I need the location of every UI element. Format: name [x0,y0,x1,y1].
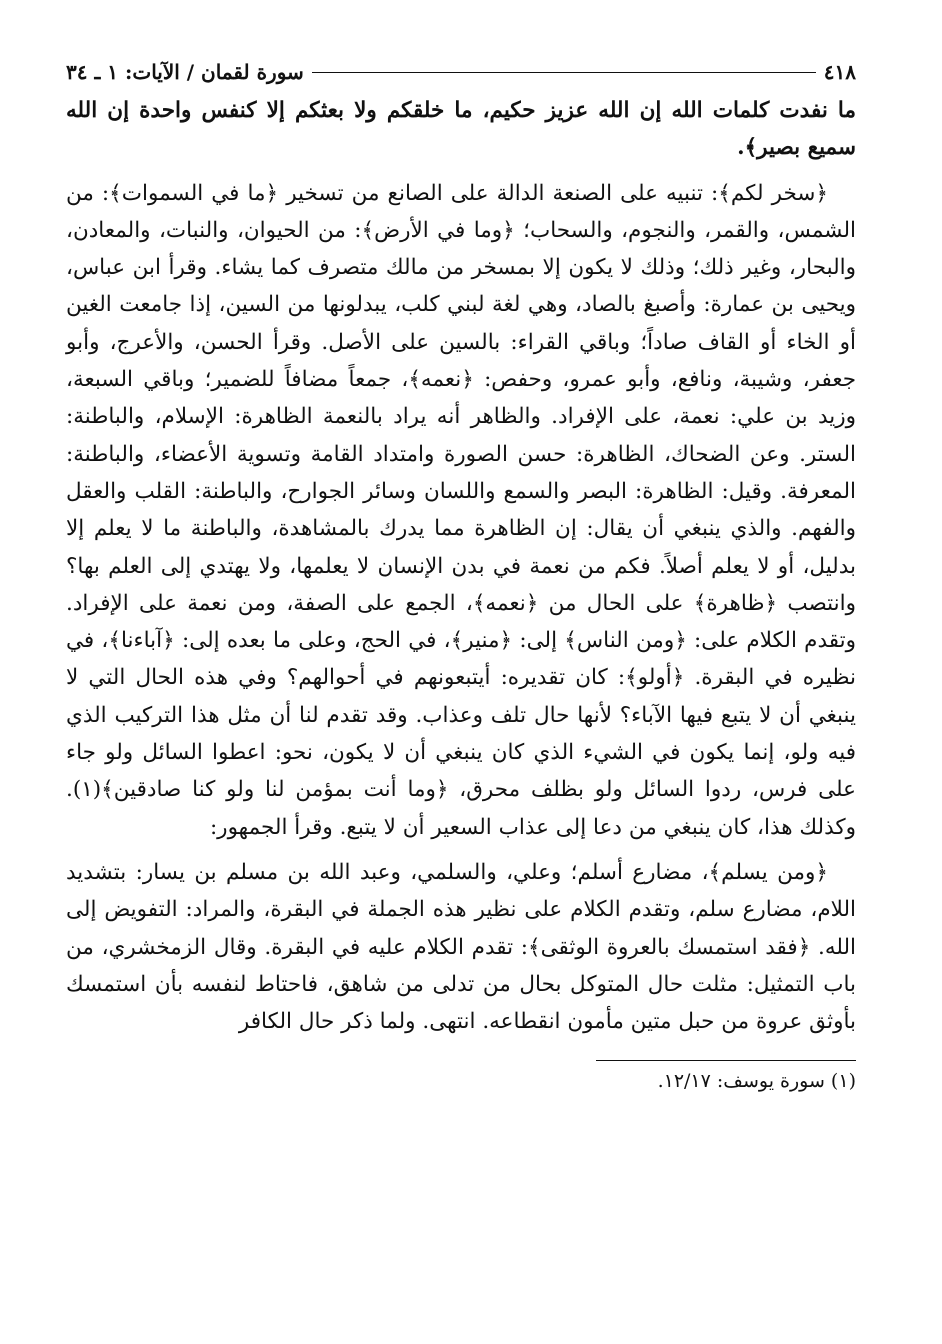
paragraph-sakhkhara: ﴿سخر لكم﴾: تنبيه على الصنعة الدالة على الصانع من تسخير ﴿ما في السموات﴾: من الشمس، والقمر، والنجوم، والسحاب؛ ﴿وما في الأرض﴾: من الحيوان، والنبات، والمعادن، والبحار، وغير ذلك؛ وذلك لا يكون إلا بمسخر من مالك متصرف كما يشاء. وقرأ ابن عباس، ويحيى بن عمارة: وأصبغ بالصاد، وهي لغة لبني كلب، يبدلونها من السين، إذا جامعت الغين أو الخاء أو القاف صاداً؛ وباقي القراء: بالسين على الأصل. وقرأ الحسن، والأعرج، وأبو جعفر، وشيبة، ونافع، وأبو عمرو، وحفص: ﴿نعمه﴾، جمعاً مضافاً للضمير؛ وباقي السبعة، وزيد بن علي: نعمة، على الإفراد. والظاهر أنه يراد بالنعمة الظاهرة: الإسلام، والباطنة: الستر. وعن الضحاك، الظاهرة: حسن الصورة وامتداد القامة وتسوية الأعضاء، والباطنة: المعرفة. وقيل: الظاهرة: البصر والسمع واللسان وسائر الجوارح، والباطنة: القلب والعقل والفهم. والذي ينبغي أن يقال: إن الظاهرة مما يدرك بالمشاهدة، والباطنة ما لا يعلم إلا بدليل، أو لا يعلم أصلاً. فكم من نعمة في بدن الإنسان لا يعلمها، ولا يهتدي إلى العلم بها؟ وانتصب ﴿ظاهرة﴾ على الحال من ﴿نعمه﴾، الجمع على الصفة، ومن نعمة على الإفراد. وتقدم الكلام على: ﴿ومن الناس﴾ إلى: ﴿منير﴾، في الحج، وعلى ما بعده إلى: ﴿آباءنا﴾، في نظيره في البقرة. ﴿أولو﴾: كان تقديره: أيتبعونهم في أحوالهم؟ وفي هذه الحال التي لا ينبغي أن لا يتبع فيها الآباء؟ لأنها حال تلف وعذاب. وقد تقدم لنا أن مثل هذا التركيب الذي فيه ولو، إنما يكون في الشيء الذي كان ينبغي أن لا يكون، نحو: اعطوا السائل ولو جاء على فرس، ردوا السائل ولو بظلف محرق، ﴿وما أنت بمؤمن لنا ولو كنا صادقين﴾(١). وكذلك هذا، كان ينبغي من دعا إلى عذاب السعير أن لا يتبع. وقرأ الجمهور: [66,180,856,840]
page-header [66,52,856,92]
page [66,52,856,1095]
paragraph-verse-end: ما نفدت كلمات الله إن الله عزيز حكيم، ما خلقكم ولا بعثكم إلا كنفس واحدة إن الله سميع بصير﴾. [66,98,856,161]
footnote-rule [596,1060,856,1061]
header-rule [312,72,816,73]
running-title: سورة لقمان / الآيات: ١ ـ ٣٤ [66,60,304,84]
footnote: (١) سورة يوسف: ١٢/١٧. [657,1070,856,1093]
paragraph-wa-man-yuslim: ﴿ومن يسلم﴾، مضارع أسلم؛ وعلي، والسلمي، وعبد الله بن مسلم بن يسار: بتشديد اللام، مضارع سلم، وتقدم الكلام على نظير هذه الجملة في البقرة، والمراد: التفويض إلى الله. ﴿فقد استمسك بالعروة الوثقى﴾: تقدم الكلام عليه في البقرة. وقال الزمخشري، من باب التمثيل: مثلت حال المتوكل بحال من تدلى من شاهق، فاحتاط لنفسه بأن استمسك بأوثق عروة من حبل متين مأمون انقطاعه. انتهى. ولما ذكر حال الكافر [66,859,856,1035]
page-number: ٤١٨ [823,60,856,84]
